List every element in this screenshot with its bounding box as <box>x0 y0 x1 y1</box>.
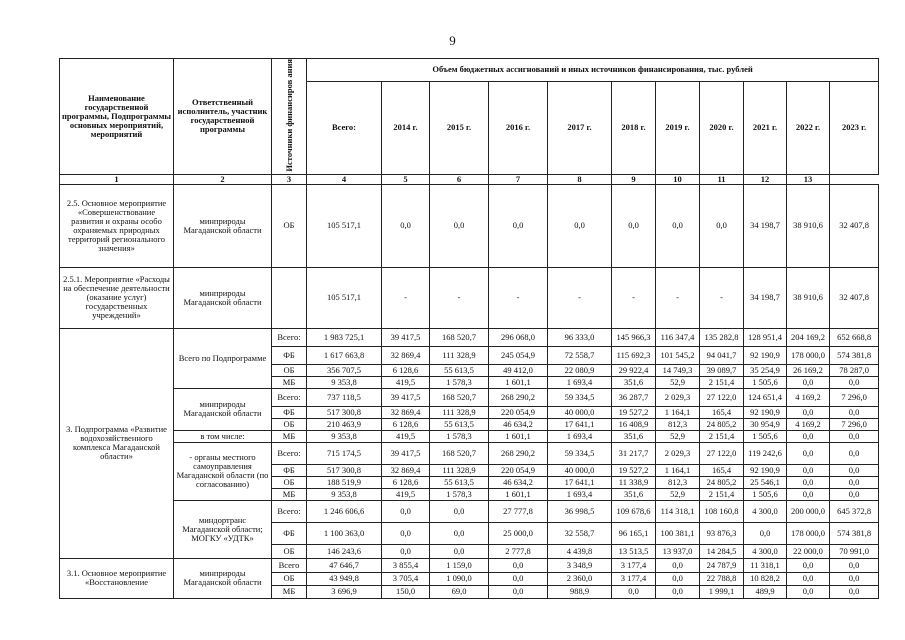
value-cell: 9 353,8 <box>307 376 382 388</box>
value-cell: 38 910,6 <box>787 267 830 328</box>
value-cell: 109 678,6 <box>612 500 656 522</box>
value-cell: 93 876,3 <box>700 522 744 544</box>
value-cell: 0,0 <box>830 572 879 585</box>
value-cell: - <box>489 267 548 328</box>
value-cell: - <box>382 267 430 328</box>
source-cell: Всего: <box>272 328 307 346</box>
value-cell: 55 613,5 <box>430 364 489 376</box>
value-cell: 165,4 <box>700 406 744 418</box>
value-cell: 220 054,9 <box>489 464 548 476</box>
value-cell: 7 296,0 <box>830 418 879 430</box>
value-cell: 0,0 <box>787 442 830 464</box>
value-cell: 1 578,3 <box>430 488 489 500</box>
value-cell: 0,0 <box>830 488 879 500</box>
value-cell: 35 254,9 <box>744 364 787 376</box>
value-cell: 39 089,7 <box>700 364 744 376</box>
source-cell: ОБ <box>272 544 307 558</box>
value-cell: 72 558,7 <box>548 346 612 364</box>
value-cell: 22 080,9 <box>548 364 612 376</box>
value-cell: 25 546,1 <box>744 476 787 488</box>
value-cell: 52,9 <box>656 376 700 388</box>
value-cell: 200 000,0 <box>787 500 830 522</box>
value-cell: - <box>548 267 612 328</box>
source-cell: Всего: <box>272 500 307 522</box>
source-cell: ОБ <box>272 476 307 488</box>
value-cell: 1 578,3 <box>430 376 489 388</box>
value-cell: 39 417,5 <box>382 442 430 464</box>
value-cell: 1 578,3 <box>430 430 489 442</box>
value-cell: 96 333,0 <box>548 328 612 346</box>
header-column-number: 1 <box>60 174 174 184</box>
value-cell: 39 417,5 <box>382 328 430 346</box>
value-cell: 43 949,8 <box>307 572 382 585</box>
value-cell: 210 463,9 <box>307 418 382 430</box>
value-cell: 0,0 <box>489 572 548 585</box>
value-cell: 0,0 <box>830 558 879 572</box>
header-source: Источники финансиров ания <box>272 59 307 175</box>
value-cell: 0,0 <box>830 442 879 464</box>
value-cell: 40 000,0 <box>548 406 612 418</box>
value-cell: 351,6 <box>612 376 656 388</box>
value-cell: 101 545,2 <box>656 346 700 364</box>
value-cell: 0,0 <box>787 376 830 388</box>
including-label: в том числе: <box>174 430 272 442</box>
value-cell: 32 869,4 <box>382 464 430 476</box>
value-cell: 1 617 663,8 <box>307 346 382 364</box>
value-cell: 29 922,4 <box>612 364 656 376</box>
source-cell: ФБ <box>272 464 307 476</box>
value-cell: 38 910,6 <box>787 184 830 267</box>
value-cell: 46 634,2 <box>489 418 548 430</box>
value-cell: 351,6 <box>612 488 656 500</box>
value-cell: 40 000,0 <box>548 464 612 476</box>
value-cell: 111 328,9 <box>430 406 489 418</box>
value-cell: 0,0 <box>787 476 830 488</box>
value-cell: 19 527,2 <box>612 464 656 476</box>
table-row <box>60 430 879 442</box>
value-cell: 0,0 <box>744 522 787 544</box>
value-cell: 146 243,6 <box>307 544 382 558</box>
value-cell: 52,9 <box>656 488 700 500</box>
value-cell: 22 000,0 <box>787 544 830 558</box>
value-cell: 111 328,9 <box>430 346 489 364</box>
value-cell: 165,4 <box>700 464 744 476</box>
value-cell: 55 613,5 <box>430 418 489 430</box>
header-year: Всего: <box>307 81 382 174</box>
value-cell: 419,5 <box>382 376 430 388</box>
source-cell: ОБ <box>272 572 307 585</box>
value-cell: 1 505,6 <box>744 430 787 442</box>
value-cell: 108 160,8 <box>700 500 744 522</box>
value-cell: 119 242,6 <box>744 442 787 464</box>
header-year: 2015 г. <box>430 81 489 174</box>
value-cell: 22 788,8 <box>700 572 744 585</box>
value-cell: 0,0 <box>656 558 700 572</box>
value-cell: - <box>700 267 744 328</box>
value-cell: 0,0 <box>430 522 489 544</box>
header-year: 2020 г. <box>700 81 744 174</box>
value-cell: 419,5 <box>382 488 430 500</box>
value-cell: 168 520,7 <box>430 388 489 406</box>
value-cell: 92 190,9 <box>744 346 787 364</box>
value-cell: 2 029,3 <box>656 388 700 406</box>
value-cell: 204 169,2 <box>787 328 830 346</box>
executor-name: минприроды Магаданской области <box>174 267 272 328</box>
value-cell: 0,0 <box>830 430 879 442</box>
executor-name: минприроды Магаданской области <box>174 558 272 598</box>
value-cell: 10 828,2 <box>744 572 787 585</box>
value-cell: 351,6 <box>612 430 656 442</box>
value-cell: 0,0 <box>489 585 548 598</box>
table-row <box>60 558 879 572</box>
subprogram-name: 3. Подпрограмма «Развитие водохозяйственного комплекса Магаданской области» <box>60 328 174 558</box>
header-column-number: 11 <box>700 174 744 184</box>
value-cell: 36 287,7 <box>612 388 656 406</box>
value-cell: 0,0 <box>382 184 430 267</box>
value-cell: 1 090,0 <box>430 572 489 585</box>
value-cell: 52,9 <box>656 430 700 442</box>
value-cell: 1 983 725,1 <box>307 328 382 346</box>
table-row <box>60 442 879 464</box>
value-cell: 17 641,1 <box>548 418 612 430</box>
value-cell: 49 412,0 <box>489 364 548 376</box>
value-cell: 0,0 <box>382 544 430 558</box>
value-cell: 0,0 <box>700 184 744 267</box>
value-cell: 1 505,6 <box>744 488 787 500</box>
table-row <box>60 184 879 267</box>
header-column-number: 8 <box>548 174 612 184</box>
value-cell: 0,0 <box>489 558 548 572</box>
table-row <box>60 388 879 406</box>
value-cell: 92 190,9 <box>744 406 787 418</box>
value-cell: 1 693,4 <box>548 488 612 500</box>
value-cell: 1 100 363,0 <box>307 522 382 544</box>
header-year: 2021 г. <box>744 81 787 174</box>
value-cell: 0,0 <box>787 430 830 442</box>
value-cell: 652 668,8 <box>830 328 879 346</box>
value-cell: 105 517,1 <box>307 267 382 328</box>
executor-name: миндортранс Магаданской области; МОГКУ «УДТК» <box>174 500 272 558</box>
value-cell: 1 999,1 <box>700 585 744 598</box>
value-cell: 419,5 <box>382 430 430 442</box>
value-cell: 4 169,2 <box>787 388 830 406</box>
value-cell: 32 558,7 <box>548 522 612 544</box>
value-cell: 574 381,8 <box>830 522 879 544</box>
value-cell: 70 991,0 <box>830 544 879 558</box>
value-cell: 0,0 <box>548 184 612 267</box>
source-cell: ОБ <box>272 364 307 376</box>
header-column-number: 10 <box>656 174 700 184</box>
executor-name: - органы местного самоуправления Магаданской области (по согласованию) <box>174 442 272 500</box>
source-cell: Всего: <box>272 388 307 406</box>
value-cell: 0,0 <box>787 585 830 598</box>
value-cell: 168 520,7 <box>430 442 489 464</box>
value-cell: 30 954,9 <box>744 418 787 430</box>
value-cell: 14 284,5 <box>700 544 744 558</box>
header-group: Объем бюджетных ассигнований и иных источников финансирования, тыс. рублей <box>307 59 879 82</box>
header-name: Наименование государственной программы, Подпрограммы основных мероприятий, мероприятий <box>60 59 174 175</box>
value-cell: 96 165,1 <box>612 522 656 544</box>
value-cell: 0,0 <box>830 464 879 476</box>
value-cell: 32 407,8 <box>830 184 879 267</box>
value-cell: 19 527,2 <box>612 406 656 418</box>
source-cell: МБ <box>272 488 307 500</box>
value-cell: 489,9 <box>744 585 787 598</box>
source-cell: МБ <box>272 430 307 442</box>
value-cell: 6 128,6 <box>382 364 430 376</box>
value-cell: 0,0 <box>830 376 879 388</box>
value-cell: 0,0 <box>787 572 830 585</box>
value-cell: 0,0 <box>830 585 879 598</box>
value-cell: 27 122,0 <box>700 442 744 464</box>
value-cell: 1 505,6 <box>744 376 787 388</box>
value-cell: 26 169,2 <box>787 364 830 376</box>
value-cell: 55 613,5 <box>430 476 489 488</box>
value-cell: 150,0 <box>382 585 430 598</box>
header-year: 2019 г. <box>656 81 700 174</box>
value-cell: - <box>430 267 489 328</box>
value-cell: 0,0 <box>787 464 830 476</box>
value-cell: 245 054,9 <box>489 346 548 364</box>
value-cell: 0,0 <box>612 184 656 267</box>
value-cell: 268 290,2 <box>489 442 548 464</box>
value-cell: 812,3 <box>656 476 700 488</box>
value-cell: 1 601,1 <box>489 488 548 500</box>
value-cell: 6 128,6 <box>382 476 430 488</box>
value-cell: 78 287,0 <box>830 364 879 376</box>
value-cell: 34 198,7 <box>744 184 787 267</box>
value-cell: 0,0 <box>612 585 656 598</box>
value-cell: 14 749,3 <box>656 364 700 376</box>
value-cell: 517 300,8 <box>307 464 382 476</box>
value-cell: 31 217,7 <box>612 442 656 464</box>
value-cell: 0,0 <box>656 572 700 585</box>
header-year: 2014 г. <box>382 81 430 174</box>
value-cell: 145 966,3 <box>612 328 656 346</box>
value-cell: 1 164,1 <box>656 406 700 418</box>
value-cell: 92 190,9 <box>744 464 787 476</box>
value-cell: 6 128,6 <box>382 418 430 430</box>
value-cell: 0,0 <box>430 500 489 522</box>
value-cell: 220 054,9 <box>489 406 548 418</box>
value-cell: 3 855,4 <box>382 558 430 572</box>
value-cell: 11 338,9 <box>612 476 656 488</box>
source-cell: Всего: <box>272 442 307 464</box>
header-column-number: 9 <box>612 174 656 184</box>
value-cell: 645 372,8 <box>830 500 879 522</box>
value-cell: 135 282,8 <box>700 328 744 346</box>
value-cell: 0,0 <box>830 406 879 418</box>
value-cell: 16 408,9 <box>612 418 656 430</box>
value-cell: 2 360,0 <box>548 572 612 585</box>
value-cell: 32 869,4 <box>382 406 430 418</box>
value-cell: 0,0 <box>382 522 430 544</box>
activity-name: 2.5. Основное мероприятие «Совершенствование развития и охраны особо охраняемых природных территорий регионального значения» <box>60 184 174 267</box>
header-column-number: 13 <box>787 174 830 184</box>
source-cell: ОБ <box>272 418 307 430</box>
table-row <box>60 328 879 346</box>
value-cell: 812,3 <box>656 418 700 430</box>
value-cell: 1 164,1 <box>656 464 700 476</box>
value-cell: 100 381,1 <box>656 522 700 544</box>
value-cell: 46 634,2 <box>489 476 548 488</box>
value-cell: 24 787,9 <box>700 558 744 572</box>
value-cell: 2 151,4 <box>700 376 744 388</box>
value-cell: 268 290,2 <box>489 388 548 406</box>
header-year: 2023 г. <box>830 81 879 174</box>
budget-table <box>59 58 879 599</box>
value-cell: 178 000,0 <box>787 522 830 544</box>
value-cell: 59 334,5 <box>548 442 612 464</box>
source-cell: МБ <box>272 376 307 388</box>
table-row <box>60 267 879 328</box>
value-cell: 3 177,4 <box>612 558 656 572</box>
value-cell: 0,0 <box>656 184 700 267</box>
value-cell: 115 692,3 <box>612 346 656 364</box>
value-cell: 32 869,4 <box>382 346 430 364</box>
value-cell: 2 151,4 <box>700 430 744 442</box>
header-year: 2016 г. <box>489 81 548 174</box>
header-column-number: 4 <box>307 174 382 184</box>
value-cell: 17 641,1 <box>548 476 612 488</box>
value-cell: 13 513,5 <box>612 544 656 558</box>
executor-name: Всего по Подпрограмме <box>174 328 272 388</box>
value-cell: 178 000,0 <box>787 346 830 364</box>
value-cell: 3 705,4 <box>382 572 430 585</box>
value-cell: 4 439,8 <box>548 544 612 558</box>
value-cell: 9 353,8 <box>307 488 382 500</box>
value-cell: 27 122,0 <box>700 388 744 406</box>
value-cell: 0,0 <box>787 488 830 500</box>
activity-name: 2.5.1. Мероприятие «Расходы на обеспечение деятельности (оказание услуг) государственных учреждений» <box>60 267 174 328</box>
value-cell: 574 381,8 <box>830 346 879 364</box>
value-cell: 988,9 <box>548 585 612 598</box>
value-cell: 737 118,5 <box>307 388 382 406</box>
value-cell: 0,0 <box>787 558 830 572</box>
value-cell: 1 693,4 <box>548 376 612 388</box>
value-cell: 296 068,0 <box>489 328 548 346</box>
source-cell <box>272 267 307 328</box>
value-cell: 111 328,9 <box>430 464 489 476</box>
header-column-number: 3 <box>272 174 307 184</box>
value-cell: - <box>612 267 656 328</box>
value-cell: 13 937,0 <box>656 544 700 558</box>
header-executor: Ответственный исполнитель, участник государственной программы <box>174 59 272 175</box>
value-cell: 1 159,0 <box>430 558 489 572</box>
value-cell: 36 998,5 <box>548 500 612 522</box>
source-cell: ОБ <box>272 184 307 267</box>
value-cell: 3 696,9 <box>307 585 382 598</box>
activity-name: 3.1. Основное мероприятие «Восстановление <box>60 558 174 598</box>
executor-name: минприроды Магаданской области <box>174 388 272 430</box>
value-cell: 1 601,1 <box>489 430 548 442</box>
value-cell: 3 177,4 <box>612 572 656 585</box>
value-cell: 32 407,8 <box>830 267 879 328</box>
executor-name: минприроды Магаданской области <box>174 184 272 267</box>
value-cell: 34 198,7 <box>744 267 787 328</box>
value-cell: 24 805,2 <box>700 476 744 488</box>
value-cell: 517 300,8 <box>307 406 382 418</box>
value-cell: 47 646,7 <box>307 558 382 572</box>
value-cell: 7 296,0 <box>830 388 879 406</box>
value-cell: 69,0 <box>430 585 489 598</box>
value-cell: 24 805,2 <box>700 418 744 430</box>
value-cell: 105 517,1 <box>307 184 382 267</box>
value-cell: 4 169,2 <box>787 418 830 430</box>
value-cell: 4 300,0 <box>744 500 787 522</box>
value-cell: 116 347,4 <box>656 328 700 346</box>
value-cell: 59 334,5 <box>548 388 612 406</box>
value-cell: 2 151,4 <box>700 488 744 500</box>
value-cell: 3 348,9 <box>548 558 612 572</box>
value-cell: 39 417,5 <box>382 388 430 406</box>
value-cell: 27 777,8 <box>489 500 548 522</box>
value-cell: 0,0 <box>656 585 700 598</box>
value-cell: - <box>656 267 700 328</box>
header-column-number: 5 <box>382 174 430 184</box>
header-year: 2018 г. <box>612 81 656 174</box>
value-cell: 2 777,8 <box>489 544 548 558</box>
page-number: 9 <box>449 33 456 48</box>
value-cell: 0,0 <box>787 406 830 418</box>
value-cell: 114 318,1 <box>656 500 700 522</box>
source-cell: ФБ <box>272 406 307 418</box>
value-cell: 715 174,5 <box>307 442 382 464</box>
value-cell: 1 246 606,6 <box>307 500 382 522</box>
value-cell: 94 041,7 <box>700 346 744 364</box>
value-cell: 128 951,4 <box>744 328 787 346</box>
value-cell: 1 601,1 <box>489 376 548 388</box>
source-cell: ФБ <box>272 346 307 364</box>
header-year: 2022 г. <box>787 81 830 174</box>
header-year: 2017 г. <box>548 81 612 174</box>
value-cell: 2 029,3 <box>656 442 700 464</box>
source-cell: ФБ <box>272 522 307 544</box>
value-cell: 356 707,5 <box>307 364 382 376</box>
value-cell: 25 000,0 <box>489 522 548 544</box>
value-cell: 0,0 <box>430 184 489 267</box>
source-cell: МБ <box>272 585 307 598</box>
value-cell: 124 651,4 <box>744 388 787 406</box>
header-column-number: 7 <box>489 174 548 184</box>
value-cell: 1 693,4 <box>548 430 612 442</box>
table-row <box>60 500 879 522</box>
header-column-number: 2 <box>174 174 272 184</box>
value-cell: 11 318,1 <box>744 558 787 572</box>
value-cell: 0,0 <box>489 184 548 267</box>
value-cell: 4 300,0 <box>744 544 787 558</box>
value-cell: 0,0 <box>430 544 489 558</box>
value-cell: 168 520,7 <box>430 328 489 346</box>
header-column-number: 12 <box>744 174 787 184</box>
source-cell: Всего <box>272 558 307 572</box>
value-cell: 0,0 <box>382 500 430 522</box>
header-column-number: 6 <box>430 174 489 184</box>
value-cell: 0,0 <box>830 476 879 488</box>
value-cell: 188 519,9 <box>307 476 382 488</box>
value-cell: 9 353,8 <box>307 430 382 442</box>
